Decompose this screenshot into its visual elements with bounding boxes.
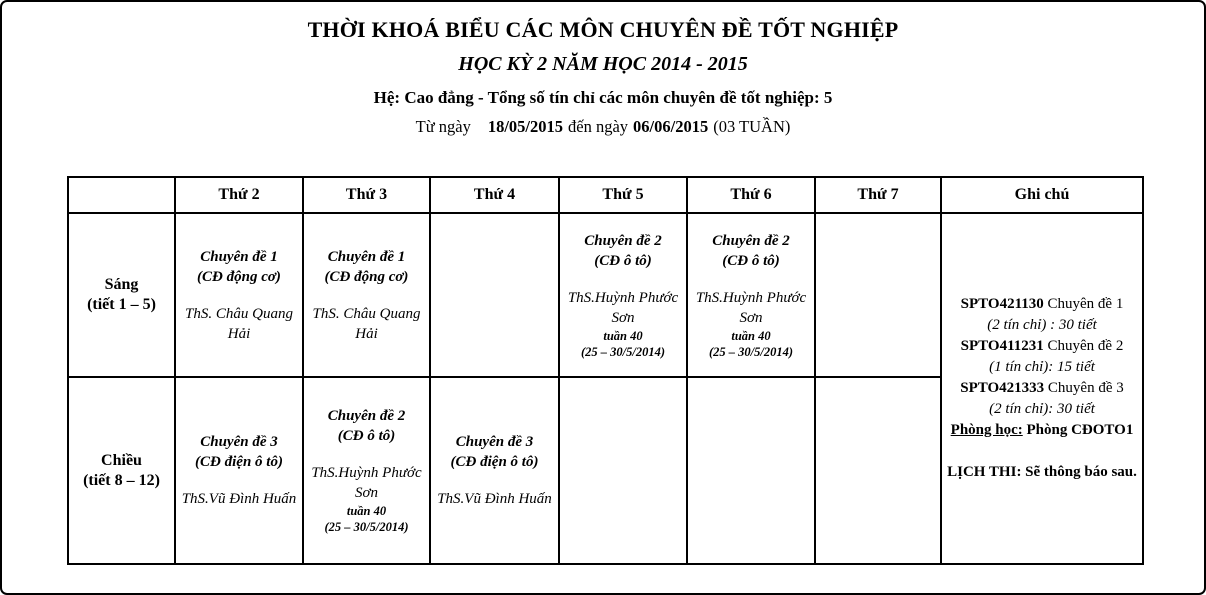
course-name: Chuyên đề 1: [327, 248, 406, 265]
schedule-cell-morning-thu6: [687, 213, 815, 377]
day-header-thu4: Thứ 4: [430, 177, 559, 213]
morning-row: [68, 213, 1143, 377]
course-name: Chuyên đề 2: [584, 232, 662, 249]
row-label-periods: (tiết 8 – 12): [83, 471, 160, 489]
note-course-code: SPTO421333: [960, 380, 1045, 396]
course-name: Chuyên đề 2: [327, 408, 406, 424]
course-name: Chuyên đề 2: [712, 232, 790, 249]
date-range-line: [2, 117, 1204, 137]
note-course-credits: (2 tín chỉ) : 30 tiết: [987, 317, 1097, 333]
schedule-cell-afternoon-thu3: [303, 377, 430, 564]
course-topic: (CĐ ô tô): [594, 252, 652, 269]
start-date: 18/05/2015: [487, 117, 564, 136]
note-course-line: [947, 378, 1137, 399]
week-label: tuần 40: [603, 328, 643, 343]
room-label: Phòng học:: [950, 422, 1023, 438]
page-subtitle: HỌC KỲ 2 NĂM HỌC 2014 - 2015: [458, 53, 748, 75]
day-header-thu2: Thứ 2: [175, 177, 303, 213]
instructor-name: ThS.Vũ Đình Huấn: [181, 491, 297, 507]
week-label: tuần 40: [731, 328, 771, 343]
system-credits-line: Hệ: Cao đẳng - Tổng số tín chỉ các môn chuyên đề tốt nghiệp: 5: [373, 88, 833, 107]
notes-header: Ghi chú: [941, 177, 1143, 213]
course-topic: (CĐ động cơ): [197, 268, 281, 285]
schedule-cell-morning-thu4: [430, 213, 559, 377]
instructor-name: ThS. Châu Quang Hải: [312, 305, 421, 342]
room-value: Phòng CĐOTO1: [1022, 422, 1134, 438]
note-course-code: SPTO421130: [960, 296, 1044, 312]
exam-schedule-note: LỊCH THI: Sẽ thông báo sau.: [947, 464, 1137, 480]
week-dates: (25 – 30/5/2014): [580, 344, 666, 359]
note-course-line: [947, 336, 1137, 357]
note-course-credits: (2 tín chỉ): 30 tiết: [989, 401, 1095, 417]
notes-cell: [941, 213, 1143, 564]
schedule-cell-afternoon-thu6: [687, 377, 815, 564]
corner-cell: [68, 177, 175, 213]
day-header-thu6: Thứ 6: [687, 177, 815, 213]
page-title: THỜI KHOÁ BIỂU CÁC MÔN CHUYÊN ĐỀ TỐT NGHIỆP: [307, 17, 899, 42]
row-label-session: Chiều: [101, 451, 142, 469]
schedule-cell-morning-thu2: [175, 213, 303, 377]
schedule-cell-afternoon-thu5: [559, 377, 687, 564]
table-header-row: [68, 177, 1143, 213]
course-name: Chuyên đề 3: [200, 434, 278, 450]
schedule-cell-morning-thu7: [815, 213, 941, 377]
course-topic: (CĐ ô tô): [337, 428, 396, 444]
note-course-name: Chuyên đề 2: [1043, 338, 1124, 354]
schedule-cell-morning-thu5: [559, 213, 687, 377]
row-label-afternoon: [68, 377, 175, 564]
row-label-periods: (tiết 1 – 5): [87, 296, 156, 313]
week-label: tuần 40: [346, 504, 387, 518]
week-dates: (25 – 30/5/2014): [708, 344, 794, 359]
row-label-session: Sáng: [104, 276, 139, 293]
course-topic: (CĐ động cơ): [324, 268, 409, 285]
day-header-thu7: Thứ 7: [815, 177, 941, 213]
row-label-morning: [68, 213, 175, 377]
instructor-name: ThS. Châu Quang Hải: [185, 305, 293, 342]
room-line: [947, 420, 1137, 441]
course-name: Chuyên đề 1: [200, 248, 278, 265]
schedule-cell-morning-thu3: [303, 213, 430, 377]
schedule-cell-afternoon-thu4: [430, 377, 559, 564]
week-dates: (25 – 30/5/2014): [324, 520, 409, 534]
note-course-name: Chuyên đề 3: [1044, 380, 1124, 396]
date-to-label: đến ngày: [568, 117, 629, 136]
course-name: Chuyên đề 3: [455, 434, 534, 450]
instructor-name: ThS.Huỳnh Phước Sơn: [695, 289, 807, 326]
instructor-name: ThS.Vũ Đình Huấn: [437, 491, 552, 507]
schedule-cell-afternoon-thu7: [815, 377, 941, 564]
instructor-name: ThS.Huỳnh Phước Sơn: [311, 465, 422, 501]
note-course-line: [947, 294, 1137, 315]
note-course-name: Chuyên đề 1: [1043, 296, 1124, 312]
day-header-thu5: Thứ 5: [559, 177, 687, 213]
end-date: 06/06/2015: [633, 117, 709, 136]
instructor-name: ThS.Huỳnh Phước Sơn: [567, 289, 679, 326]
timetable-table: [67, 176, 1144, 565]
date-from-label: Từ ngày: [415, 117, 471, 136]
document-header: [2, 2, 1204, 137]
course-topic: (CĐ điện ô tô): [450, 454, 539, 470]
note-course-credits: (1 tín chỉ): 15 tiết: [989, 359, 1095, 375]
course-topic: (CĐ ô tô): [722, 252, 780, 269]
note-course-code: SPTO411231: [960, 338, 1044, 354]
course-topic: (CĐ điện ô tô): [195, 454, 283, 470]
schedule-cell-afternoon-thu2: [175, 377, 303, 564]
weeks-note: (03 TUẦN): [713, 117, 791, 136]
day-header-thu3: Thứ 3: [303, 177, 430, 213]
